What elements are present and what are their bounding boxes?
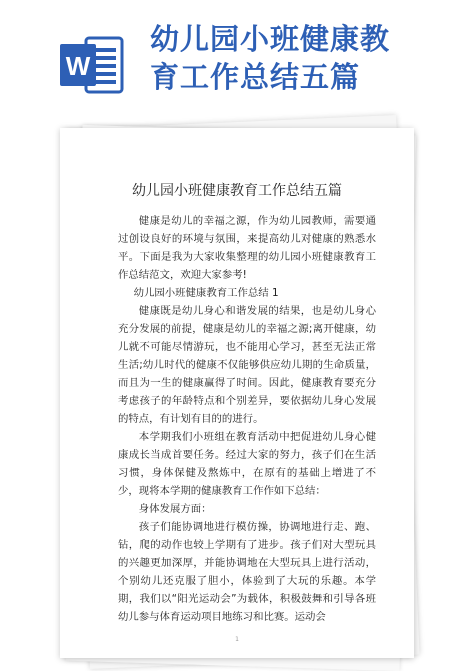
document-title: 幼儿园小班健康教育工作总结五篇 bbox=[132, 183, 342, 199]
document-page bbox=[60, 128, 414, 658]
word-document-icon bbox=[60, 36, 124, 94]
body-paragraph: 孩子们能协调地进行模仿操，协调地进行走、跑、钻，爬的动作也较上学期有了进步。孩子们对大型玩具的兴趣更加深厚，并能协调地在大型玩具上进行活动，个别幼儿还克服了胆小，体验到了大玩的乐趣。本学期，我们以“阳光运动会”为载体，积极鼓舞和引导各班幼儿参与体育运动项目地练习和比赛。运动会 bbox=[118, 521, 376, 623]
title-line-2: 育工作总结五篇 bbox=[150, 60, 361, 94]
body-paragraph: 本学期我们小班组在教育活动中把促进幼儿身心健康成长当成首要任务。经过大家的努力，孩子们在生活习惯，身体保健及熬炼中，在原有的基础上增进了不少，现将本学期的健康教育工作作如下总结： bbox=[118, 431, 376, 497]
document-body bbox=[118, 212, 376, 626]
page-title bbox=[150, 20, 450, 96]
title-line-1: 幼儿园小班健康教 bbox=[150, 22, 391, 56]
subsection-heading: 身体发展方面： bbox=[138, 503, 212, 515]
intro-paragraph: 健康是幼儿的幸福之源，作为幼儿园教师，需要通过创设良好的环境与氛围，来提高幼儿对健康的熟悉水平。下面是我为大家收集整理的幼儿园小班健康教育工作总结范文，欢迎大家参考! bbox=[118, 215, 376, 281]
document-header bbox=[0, 0, 474, 108]
svg-text:W: W bbox=[65, 51, 91, 81]
body-paragraph: 健康既是幼儿身心和谐发展的结果，也是幼儿身心充分发展的前提，健康是幼儿的幸福之源;离开健康，幼儿就不可能尽情游玩，也不能用心学习，甚至无法正常生活;幼儿时代的健康不仅能够供应幼儿期的生命质量，而且为一生的健康赢得了时间。因此，健康教育要充分考虑孩子的年龄特点和个别差异，要依据幼儿身心发展的特点，有计划有目的的进行。 bbox=[118, 305, 376, 425]
section-heading: 幼儿园小班健康教育工作总结 1 bbox=[133, 287, 279, 299]
page-number: 1 bbox=[235, 636, 239, 643]
